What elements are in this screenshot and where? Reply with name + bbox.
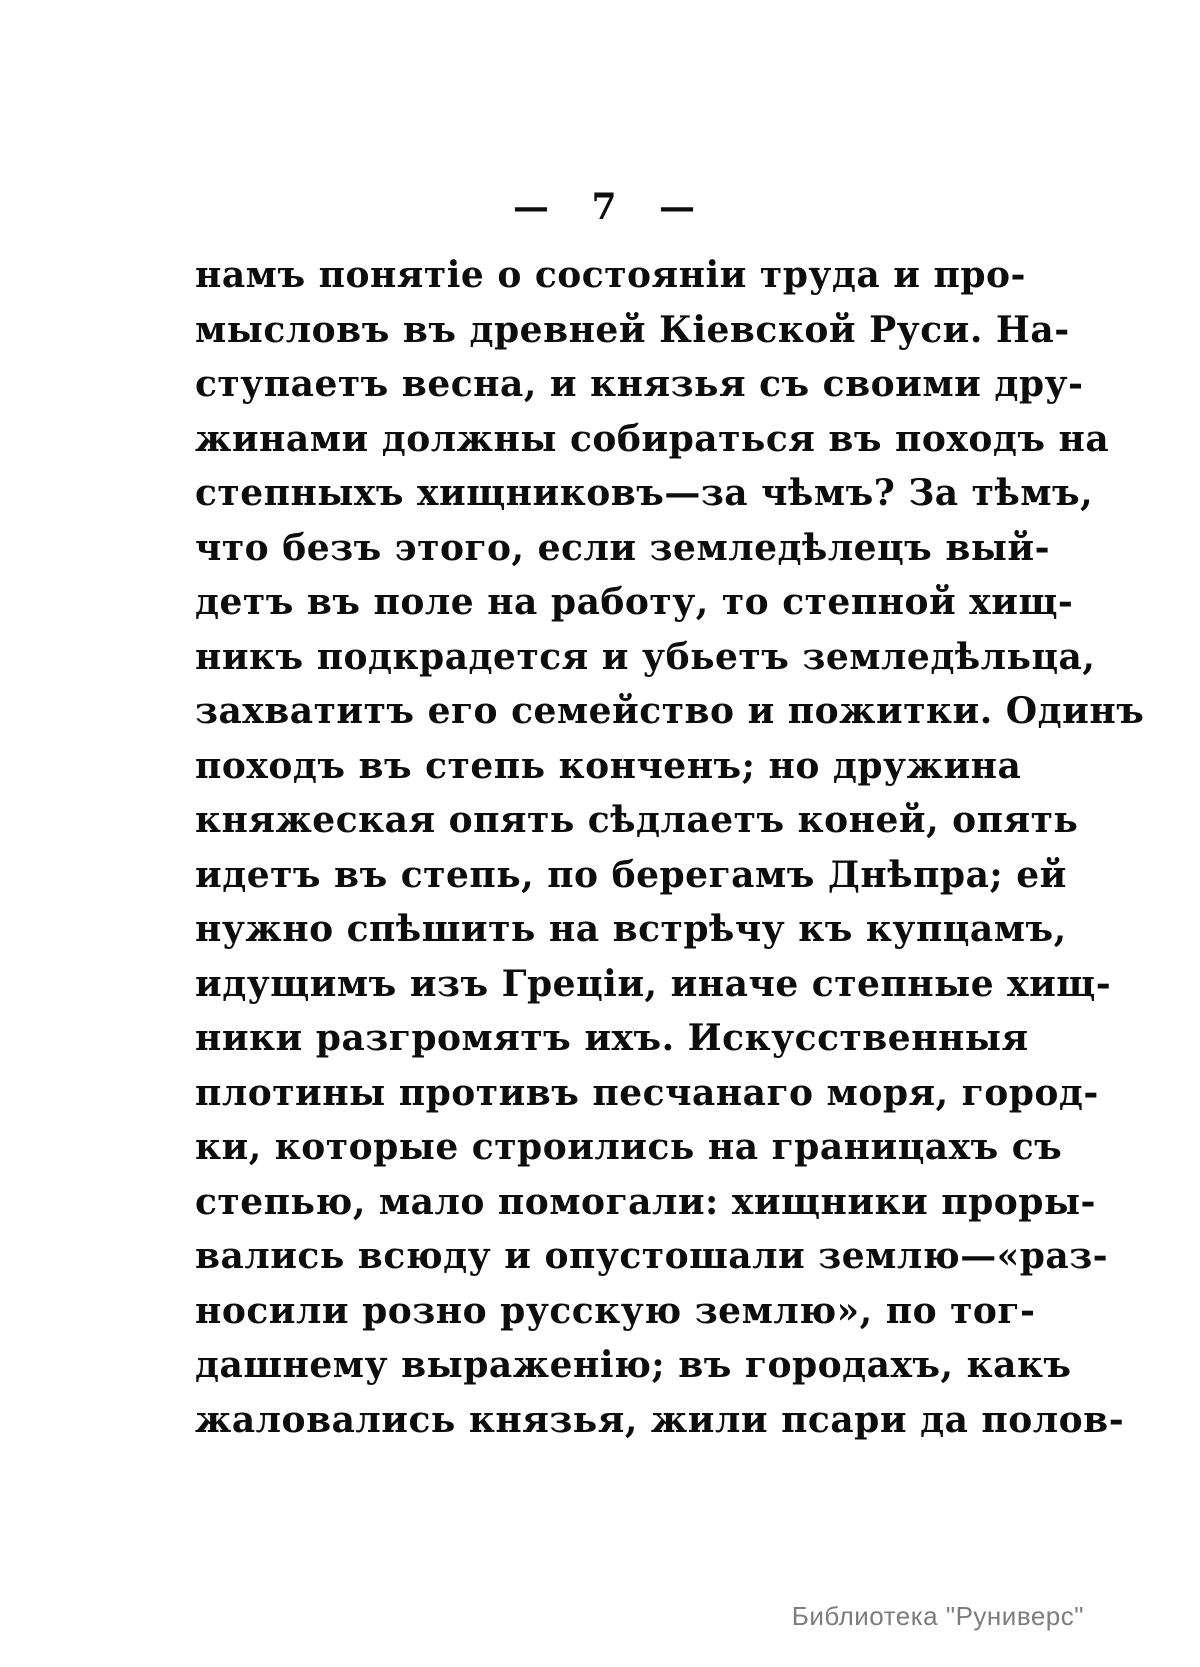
text-line: мысловъ въ древней Кіевской Руси. На- bbox=[195, 308, 1070, 351]
text-line: идетъ въ степь, по берегамъ Днѣпра; ей bbox=[195, 853, 1067, 896]
text-line: захватитъ его семейство и пожитки. Одинъ bbox=[195, 690, 1145, 732]
text-line: ки, которые строились на границахъ съ bbox=[195, 1126, 1063, 1168]
text-line: идущимъ изъ Греціи, иначе степные хищ- bbox=[195, 962, 1112, 1005]
text-line: степныхъ хищниковъ—за чѣмъ? За тѣмъ, bbox=[195, 472, 1094, 514]
text-line: намъ понятіе о состояніи труда и про- bbox=[195, 254, 1026, 296]
text-line: дашнему выраженію; въ городахъ, какъ bbox=[195, 1344, 1072, 1386]
page-number: — 7 — bbox=[512, 186, 698, 228]
text-line: плотины противъ песчанаго моря, город- bbox=[195, 1071, 1099, 1114]
text-line: жаловались князья, жили псари да полов- bbox=[195, 1398, 1125, 1441]
text-line: ники разгромятъ ихъ. Искусственныя bbox=[195, 1017, 1029, 1059]
text-line: нужно спѣшить на встрѣчу къ купцамъ, bbox=[195, 908, 1067, 950]
text-line: никъ подкрадется и убьетъ земледѣльца, bbox=[195, 635, 1096, 678]
text-line: носили розно русскую землю», по тог- bbox=[195, 1289, 1036, 1332]
text-line: степью, мало помогали: хищники проры- bbox=[195, 1180, 1096, 1223]
text-line: походъ въ степь конченъ; но дружина bbox=[195, 744, 1022, 787]
text-line: что безъ этого, если земледѣлецъ вый- bbox=[195, 526, 1051, 569]
body-text-block bbox=[195, 248, 1145, 1447]
text-line: княжеская опять сѣдлаетъ коней, опять bbox=[195, 799, 1079, 841]
text-line: жинами должны собираться въ походъ на bbox=[195, 417, 1110, 460]
library-watermark: Библиотека "Руниверс" bbox=[791, 1601, 1084, 1631]
text-line: вались всюду и опустошали землю—«раз- bbox=[195, 1235, 1109, 1277]
text-line: детъ въ поле на работу, то степной хищ- bbox=[195, 581, 1074, 623]
text-line: ступаетъ весна, и князья съ своими дру- bbox=[195, 363, 1084, 405]
